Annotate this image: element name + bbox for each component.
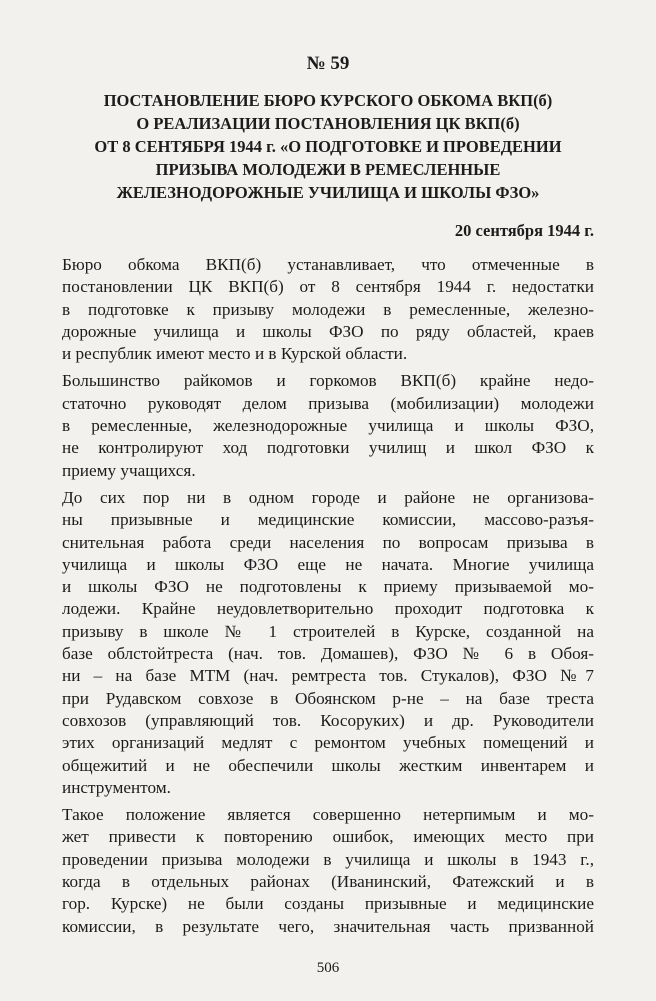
text-line: До сих пор ни в одном городе и районе не организова- <box>62 487 594 507</box>
text-line: совхозов (управляющий тов. Косоруких) и др. Руководители <box>62 710 594 730</box>
document-number: № 59 <box>306 53 350 74</box>
text-line: проведении призыва молодежи в училища и школы в 1943 г., <box>62 849 594 869</box>
paragraph-1 <box>62 254 594 365</box>
page-number: 506 <box>316 960 340 976</box>
title-line: ПОСТАНОВЛЕНИЕ БЮРО КУРСКОГО ОБКОМА ВКП(б) <box>103 91 553 110</box>
text-line: статочно руководят делом призыва (мобилизации) молодежи <box>62 393 594 413</box>
text-line: снительная работа среди населения по вопросам призыва в <box>62 532 594 552</box>
title-line: ЖЕЛЕЗНОДОРОЖНЫЕ УЧИЛИЩА И ШКОЛЫ ФЗО» <box>116 183 540 202</box>
paragraph-4 <box>62 804 594 938</box>
text-line: базе облстойтреста (нач. тов. Домашев), ФЗО № 6 в Обоя- <box>62 644 594 664</box>
text-line: дорожные училища и школы ФЗО по ряду областей, краев <box>62 321 594 341</box>
paragraph-2 <box>62 370 594 481</box>
text-line: жет привести к повторению ошибок, имеющих место при <box>62 827 594 847</box>
text-line: постановлении ЦК ВКП(б) от 8 сентября 1944 г. недостатки <box>62 277 594 297</box>
text-line: когда в отдельных районах (Иванинский, Фатежский и в <box>62 872 594 892</box>
title-line: ПРИЗЫВА МОЛОДЕЖИ В РЕМЕСЛЕННЫЕ <box>155 160 501 179</box>
text-line: при Рудавском совхозе в Обоянском р-не – на базе треста <box>62 688 594 708</box>
text-line: ни – на базе МТМ (нач. ремтреста тов. Стукалов), ФЗО №7 <box>62 666 594 686</box>
text-line: инструментом. <box>62 777 171 797</box>
text-line: училища и школы ФЗО еще не начата. Многие училища <box>62 554 594 574</box>
text-line: не контролируют ход подготовки училищ и школ ФЗО к <box>62 438 594 458</box>
text-line: Бюро обкома ВКП(б) устанавливает, что отмеченные в <box>62 255 594 274</box>
paragraph-3 <box>62 487 594 799</box>
text-line: в подготовке к призыву молодежи в ремесленные, железно- <box>62 299 594 319</box>
document-date: 20 сентября 1944 г. <box>454 221 594 240</box>
text-line: в ремесленные, железнодорожные училища и школы ФЗО, <box>62 416 594 436</box>
title-line: О РЕАЛИЗАЦИИ ПОСТАНОВЛЕНИЯ ЦК ВКП(б) <box>136 114 520 133</box>
title-line: ОТ 8 СЕНТЯБРЯ 1944 г. «О ПОДГОТОВКЕ И ПРОВЕДЕНИИ <box>94 137 562 156</box>
document-body <box>62 254 594 938</box>
document-title <box>62 89 594 204</box>
text-line: и школы ФЗО не подготовлены к приему призываемой мо- <box>62 577 594 597</box>
text-line: и республик имеют место и в Курской области. <box>62 344 408 364</box>
text-line: Большинство райкомов и горкомов ВКП(б) крайне недо- <box>62 371 594 391</box>
text-line: гор. Курске) не были созданы призывные и медицинские <box>62 894 594 914</box>
text-line: приему учащихся. <box>62 460 196 480</box>
text-line: Такое положение является совершенно нетерпимым и мо- <box>62 805 594 825</box>
text-line: ны призывные и медицинские комиссии, массово-разъя- <box>62 510 594 530</box>
text-line: комиссии, в результате чего, значительная часть призванной <box>62 916 594 936</box>
text-line: общежитий и не обеспечили школы жестким инвентарем и <box>62 755 594 775</box>
text-line: лодежи. Крайне неудовлетворительно проходит подготовка к <box>62 599 594 619</box>
text-line: призыву в школе № 1 строителей в Курске, созданной на <box>62 621 594 641</box>
text-line: этих организаций медлят с ремонтом учебных помещений и <box>62 733 594 753</box>
